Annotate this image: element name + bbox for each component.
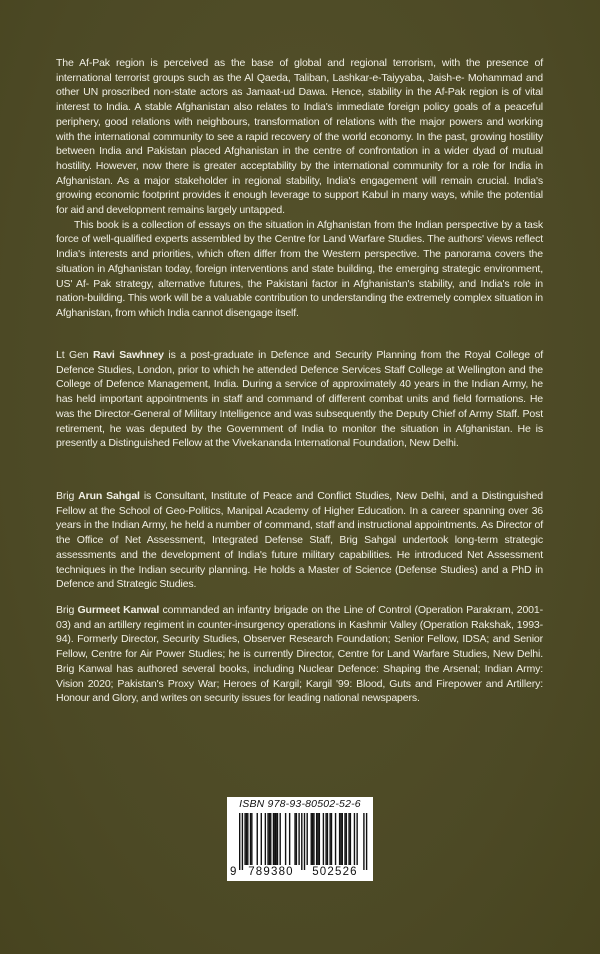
blurb-paragraph-1: The Af-Pak region is perceived as the base of global and regional terrorism, with the presence of international terrorist groups such as the Al Qaeda, Taliban, Lashkar-e-Taiyyaba, Jaish-e- Mohammad and other UN proscribed non-state actors as Jamaat-ud Dawa. Hence, stability in the Af-Pak region is of vital interest to India. A stable Afghanistan also relates to India's immediate foreign policy goals of a peaceful periphery, good relations with neighbours, transformation of relations with the major powers and working with the international community to see a rapid recovery of the world economy. In the past, growing hostility between India and Pakistan placed Afghanistan in the centre of confrontation in a wider dyad of mutual hostility. However, now there is greater acceptability by the international community for a role for India in Afghanistan. As a major stakeholder in regional stability, India's engagement will remain crucial. India's growing economic footprint provides it enough leverage to support Kabul in many ways, while the potential for aid and development remains largely untapped. (56, 57, 543, 217)
barcode-bar (273, 813, 274, 865)
barcode-bar (313, 813, 314, 865)
barcode-bar (331, 813, 332, 865)
barcode-bar (289, 813, 290, 865)
blurb-paragraph-2: This book is a collection of essays on the situation in Afghanistan from the Indian perspective by a task force of well-qualified experts assembled by the Centre for Land Warfare Studies. The authors' views reflect India's interests and priorities, which often differ from the Western perspective. The panorama covers the situation in Afghanistan today, foreign interventions and state building, the emerging strategic environment, US' Af- Pak strategy, alternative futures, the Pakistani factor in Afghanistan's stability, and India's role in nation-building. This work will be a valuable contribution to understanding the extremely complex situation in Afghanistan, from which India cannot disengage itself. (56, 218, 543, 319)
author-name: Gurmeet Kanwal (77, 604, 160, 616)
barcode-bar (316, 813, 317, 865)
barcode-bar (342, 813, 343, 865)
barcode-bar (261, 813, 262, 865)
barcode-bar (366, 813, 367, 870)
author-name: Arun Sahgal (78, 490, 140, 502)
barcode-bar (296, 813, 297, 865)
barcode-bar (348, 813, 349, 865)
barcode-bar (327, 813, 328, 865)
barcode-bar (346, 813, 347, 865)
barcode-bar (317, 813, 318, 865)
bio-prefix: Lt Gen (56, 349, 94, 361)
barcode-bar (242, 813, 243, 870)
barcode-bar (323, 813, 324, 865)
ean-first-digit: 9 (230, 866, 237, 878)
barcode-bar (239, 813, 240, 870)
barcode-bar (340, 813, 341, 865)
barcode-bar (277, 813, 278, 865)
barcode-bar (246, 813, 247, 865)
isbn-barcode (227, 797, 373, 881)
barcode-bar (312, 813, 313, 865)
barcode-bar (250, 813, 251, 865)
barcode-bar (363, 813, 364, 870)
barcode-bar (274, 813, 275, 865)
barcode-bar (319, 813, 320, 865)
author-bio-gurmeet-kanwal (56, 603, 543, 706)
barcode-bar (251, 813, 252, 865)
barcode-bar (257, 813, 258, 865)
blurb-section (56, 56, 543, 321)
barcode-bar (344, 813, 345, 865)
author-bio-arun-sahgal (56, 489, 543, 592)
ean-left-group: 789380 (248, 866, 294, 878)
barcode-bar (275, 813, 276, 865)
bio-prefix: Brig (56, 604, 78, 616)
barcode-bar (307, 813, 308, 865)
barcode-bar (267, 813, 268, 865)
barcode-bar (298, 813, 299, 865)
author-name: Ravi Sawhney (93, 349, 164, 361)
barcode-bar (335, 813, 336, 865)
barcode-bar (304, 813, 305, 870)
isbn-label: ISBN 978-93-80502-52-6 (239, 798, 361, 810)
bio-text: is Consultant, Institute of Peace and Conflict Studies, New Delhi, and a Distinguished Fellow at the School of Geo-Politics, Manipal Academy of Higher Education. In a career spanning over 36 years in the Indian Army, he held a number of command, staff and instructional appointments. As Director of the Office of Net Assessment, Integrated Defense Staff, Brig Sahgal undertook long-term strategic assessments and the development of India's future military capabilities. He introduced Net Assessment techniques in the Indian security planning. He holds a Master of Science (Defense Studies) and a PhD in Defence and Strategic Studies. (56, 490, 543, 591)
barcode-bar (354, 813, 355, 865)
barcode-bar (294, 813, 295, 865)
bio-prefix: Brig (56, 490, 79, 502)
barcode-bar (269, 813, 270, 865)
bio-text: is a post-graduate in Defence and Security Planning from the Royal College of Defence Studies, London, prior to which he attended Defence Services Staff College at Wellington and the College of Defence Management, India. During a service of approximately 40 years in the Indian Army, he has held important appointments in staff and command of different combat units and field formations. He was the Director-General of Military Intelligence and was subsequently the Deputy Chief of Army Staff. Post retirement, he was deputed by the Government of India to monitor the situation in Afghanistan. He is presently a Distinguished Fellow at the Vivekananda International Foundation, New Delhi. (56, 349, 543, 450)
barcode-bar (280, 813, 281, 865)
barcode-bar (356, 813, 357, 865)
barcode-bar (244, 813, 245, 865)
barcode-bar (329, 813, 330, 865)
ean-right-group: 502526 (312, 866, 358, 878)
barcode-bar (301, 813, 302, 870)
barcode-bar (285, 813, 286, 865)
barcode-bar (270, 813, 271, 865)
barcode-bars (227, 813, 373, 871)
barcode-bar (325, 813, 326, 865)
barcode-bar (350, 813, 351, 865)
barcode-bar (339, 813, 340, 865)
barcode-bar (311, 813, 312, 865)
barcode-bar (247, 813, 248, 865)
barcode-bar (265, 813, 266, 865)
bio-text: commanded an infantry brigade on the Line of Control (Operation Parakram, 2001-03) and an artillery regiment in counter-insurgency operations in Kashmir Valley (Operation Rakshak, 1993-94). Formerly Director, Security Studies, Observer Research Foundation; Senior Fellow, IDSA; and Senior Fellow, Centre for Air Power Studies; he is currently Director, Centre for Land Warfare Studies, New Delhi. Brig Kanwal has authored several books, including Nuclear Defence: Shaping the Arsenal; Indian Army: Vision 2020; Pakistan's Proxy War; Heroes of Kargil; Kargil '99: Blood, Guts and Firepower and Artillery: Honour and Glory, and writes on security issues for leading national newspapers. (56, 604, 543, 705)
author-bio-ravi-sawhney (56, 348, 543, 451)
